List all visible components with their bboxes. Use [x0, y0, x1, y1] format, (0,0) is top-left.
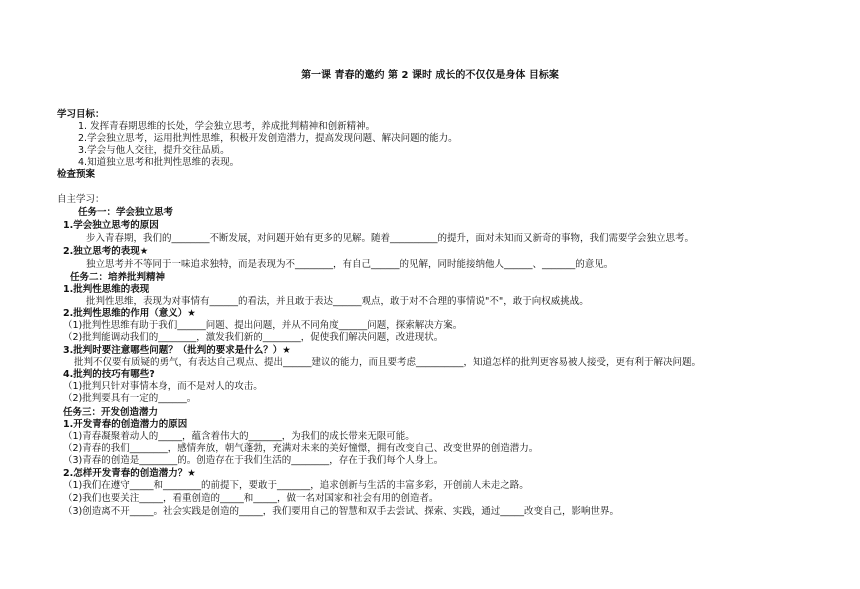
- task3-line-2: （2)青春的我们________，感情奔放，朝气蓬勃，充满对未来的美好憧憬，拥有改变自己、改变世界的创造潜力。: [63, 443, 539, 454]
- goal-item: 1. 发挥青春期思维的长处，学会独立思考，养成批判精神和创新精神。: [78, 121, 376, 132]
- task2-heading-2: 2.批判性思维的作用（意义）★: [63, 308, 196, 319]
- task2-paragraph-1: 批判性思维，表现为对事情有______的看法，并且敢于表达______观点，敢于对不合理的事情说"不"，敢于向权威挑战。: [86, 296, 589, 307]
- task3-line-6: （3)创造离不开_____。社会实践是创造的_____，我们要用自己的智慧和双手去尝试、探索、实践，通过_____改变自己，影响世界。: [63, 506, 620, 517]
- page-title: 第一课 青春的邀约 第 2 课时 成长的不仅仅是身体 目标案: [301, 70, 559, 81]
- goal-item: 3.学会与他人交往，提升交往品质。: [78, 145, 230, 156]
- task3-heading-2: 2.怎样开发青春的创造潜力？★: [63, 468, 196, 479]
- task2-line-3: （1)批判只针对事情本身，而不是对人的攻击。: [63, 381, 263, 392]
- task3-title: 任务三：开发创造潜力: [63, 407, 159, 418]
- task3-line-3: （3)青春的创造是________的。创造存在于我们生活的________，存在于我们每个人身上。: [63, 455, 444, 466]
- task1-paragraph-2: 独立思考并不等同于一味追求独特，而是表现为不________，有自己______的见解，同时能接纳他人______、_______的意见。: [86, 259, 614, 270]
- task2-line-1: （1)批判性思维有助于我们______问题、提出问题，并从不同角度______问题，探索解决方案。: [63, 320, 463, 331]
- task2-heading-3: 3.批判时要注意哪些问题？（批判的要求是什么？）★: [63, 345, 291, 356]
- task1-title: 任务一：学会独立思考: [78, 207, 174, 218]
- goals-heading: 学习目标：: [57, 109, 105, 120]
- task2-title: 任务二：培养批判精神: [70, 272, 166, 283]
- self-study-label: 自主学习：: [57, 194, 105, 205]
- task1-heading-2: 2.独立思考的表现★: [63, 246, 149, 257]
- task3-line-4: （1)我们在遵守_____和________的前提下，要敢于_______，追求创新与生活的丰富多彩，开创前人未走之路。: [63, 480, 529, 491]
- task2-heading-1: 1.批判性思维的表现: [63, 284, 150, 295]
- task2-heading-4: 4.批判的技巧有哪些?: [63, 369, 155, 380]
- task3-line-5: （2)我们也要关注_____，看重创造的_____和_____，做一名对国家和社会有用的创造者。: [63, 493, 439, 504]
- task1-heading-1: 1.学会独立思考的原因: [63, 220, 159, 231]
- task2-line-4: （2)批判要具有一定的______。: [63, 393, 197, 404]
- task2-line-2: （2)批判能调动我们的________，激发我们新的________，促使我们解决问题，改进现状。: [63, 332, 444, 343]
- task3-heading-1: 1.开发青春的创造潜力的原因: [63, 419, 188, 430]
- goal-item: 2.学会独立思考，运用批判性思维，积极开发创造潜力，提高发现问题、解决问题的能力。: [78, 133, 458, 144]
- task3-line-1: （1)青春凝聚着动人的_____，蕴含着伟大的_______，为我们的成长带来无限可能。: [63, 431, 415, 442]
- goal-item: 4.知道独立思考和批判性思维的表现。: [78, 157, 240, 168]
- task1-paragraph-1: 步入青春期，我们的________不断发展，对问题开始有更多的见解。随着__________的提升，面对未知而又新奇的事物，我们需要学会独立思考。: [86, 233, 695, 244]
- task2-paragraph-3: 批判不仅要有质疑的勇气，有表达自己观点、提出______建议的能力，而且要考虑__________，知道怎样的批判更容易被人接受，更有利于解决问题。: [74, 357, 702, 368]
- preview-heading: 检查预案: [57, 169, 96, 180]
